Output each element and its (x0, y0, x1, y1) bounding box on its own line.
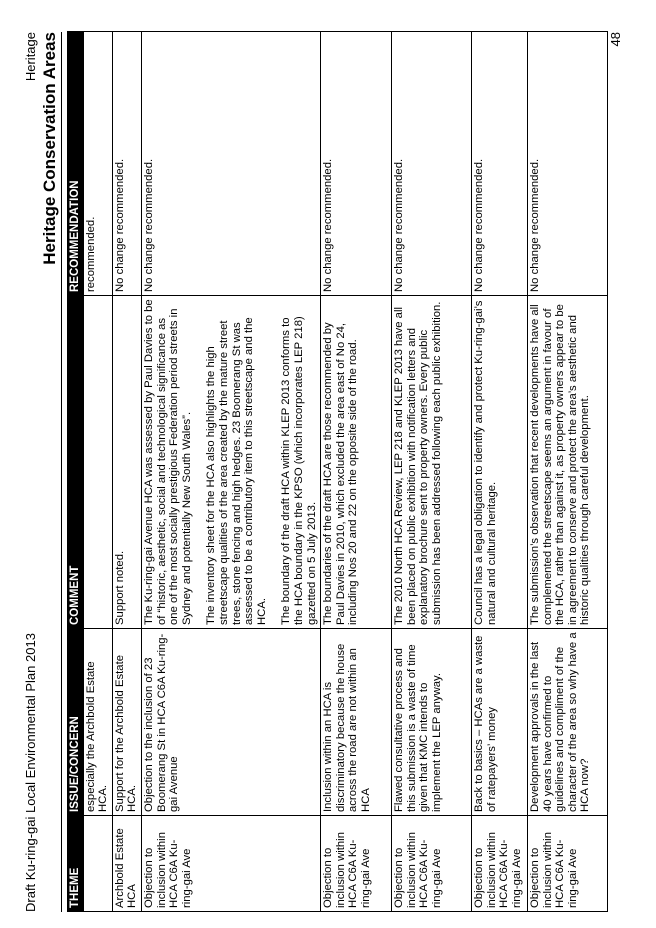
comment-paragraph: Council has a legal obligation to identify and protect Ku-ring-gai’s natural and cultural heritage. (473, 300, 498, 625)
cell-theme: Objection to inclusion within HCA C6A Ku-ring-gai Ave (392, 816, 472, 912)
submissions-table (67, 31, 608, 912)
column-header-theme: THEME (68, 816, 84, 912)
table-row (141, 32, 320, 912)
cell-issue: Flawed consultative process and this submission is a waste of time given that KMC intends to implement the LEP anyway. (392, 629, 472, 816)
cell-issue: Support for the Archbold Estate HCA. (112, 629, 141, 816)
cell-comment (392, 296, 472, 629)
cell-comment (83, 296, 112, 629)
cell-recommendation: No change recommended. (392, 32, 472, 296)
cell-issue: Inclusion within an HCA is discriminatory because the house across the road are not within an HCA (321, 629, 392, 816)
cell-recommendation: No change recommended. (321, 32, 392, 296)
page-number: 48 (608, 32, 623, 47)
cell-recommendation: No change recommended. (141, 32, 320, 296)
cell-theme: Archbold Estate HCA (112, 816, 141, 912)
cell-recommendation: No change recommended. (472, 32, 528, 296)
comment-paragraph: The inventory sheet for the HCA also highlights the high streetscape qualities of the area created by the mature street trees, stone fencing and high hedges. 23 Boomerang St was assessed to be a contributory item to this streetscape and the HCA. (205, 317, 268, 625)
cell-theme: Objection to inclusion within HCA C6A Ku-ring-gai Ave (472, 816, 528, 912)
comment-paragraph: The 2010 North HCA Review, LEP 218 and KLEP 2013 have all been placed on public exhibition with notification letters and explanatory brochure sent to property owners. Every public submission has been addressed following each public exhibition. (393, 301, 443, 625)
comment-paragraph: The submission’s observation that recent developments have all complemented the streetscape seems an argument in favour of the HCA, rather than against it, as property owners appear to be in agreement to conserve and protect the area’s aesthetic and historic qualities through careful development. (529, 304, 592, 625)
page-header-right (23, 32, 61, 265)
table-row (528, 32, 608, 912)
cell-issue: Development approvals in the last 40 years have confirmed to guidelines and compliment of the character of the area so why have a HCA now? (528, 629, 608, 816)
table-header-row (68, 32, 84, 912)
cell-recommendation: recommended. (83, 32, 112, 296)
table-body (83, 32, 608, 912)
cell-comment (528, 296, 608, 629)
comment-paragraph: The Ku-ring-gai Avenue HCA was assessed by Paul Davies to be of “historic, aesthetic, social and technological significance as one of the most socially prestigious Federation period streets in Sydney and potentially New South Wales”. (142, 299, 193, 625)
cell-recommendation: No change recommended. (528, 32, 608, 296)
cell-theme: Objection to inclusion within HCA C6A Ku-ring-gai Ave (141, 816, 320, 912)
comment-paragraph: Support noted. (113, 550, 126, 625)
column-header-issue: ISSUE/CONCERN (68, 629, 84, 816)
cell-recommendation: No change recommended. (112, 32, 141, 296)
cell-theme: Objection to inclusion within HCA C6A Ku-ring-gai Ave (528, 816, 608, 912)
comment-paragraph: The boundary of the draft HCA within KLEP 2013 conforms to the HCA boundary in the KPSO (which incorporates LEP 218) gazetted on 5 July 2013. (280, 316, 318, 625)
column-header-comment: COMMENT (68, 296, 84, 629)
section-name: Heritage (23, 32, 38, 82)
cell-issue: Objection to the inclusion of 23 Boomerang St in HCA C6A Ku-ring-gai Avenue (141, 629, 320, 816)
cell-comment (321, 296, 392, 629)
cell-issue: Back to basics – HCAs are a waste of ratepayers’ money (472, 629, 528, 816)
cell-comment (112, 296, 141, 629)
cell-theme: Objection to inclusion within HCA C6A Ku-ring-gai Ave (321, 816, 392, 912)
table-row (472, 32, 528, 912)
comment-paragraph: The boundaries of the draft HCA are those recommended by Paul Davies in 2010, which excluded the area east of No 24, including Nos 20 and 22 on the opposite side of the road. (322, 322, 360, 625)
page-title: Heritage Conservation Areas (40, 32, 59, 265)
table-row (321, 32, 392, 912)
table-row (112, 32, 141, 912)
rotated-page-content (23, 32, 633, 912)
cell-theme (83, 816, 112, 912)
table-row (83, 32, 112, 912)
cell-issue: especially the Archbold Estate HCA. (83, 629, 112, 816)
document-title: Draft Ku-ring-gai Local Environmental Plan 2013 (23, 633, 38, 912)
cell-comment (141, 296, 320, 629)
column-header-recommendation: RECOMMENDATION (68, 32, 84, 296)
header-divider (61, 32, 62, 912)
cell-comment (472, 296, 528, 629)
table-row (392, 32, 472, 912)
